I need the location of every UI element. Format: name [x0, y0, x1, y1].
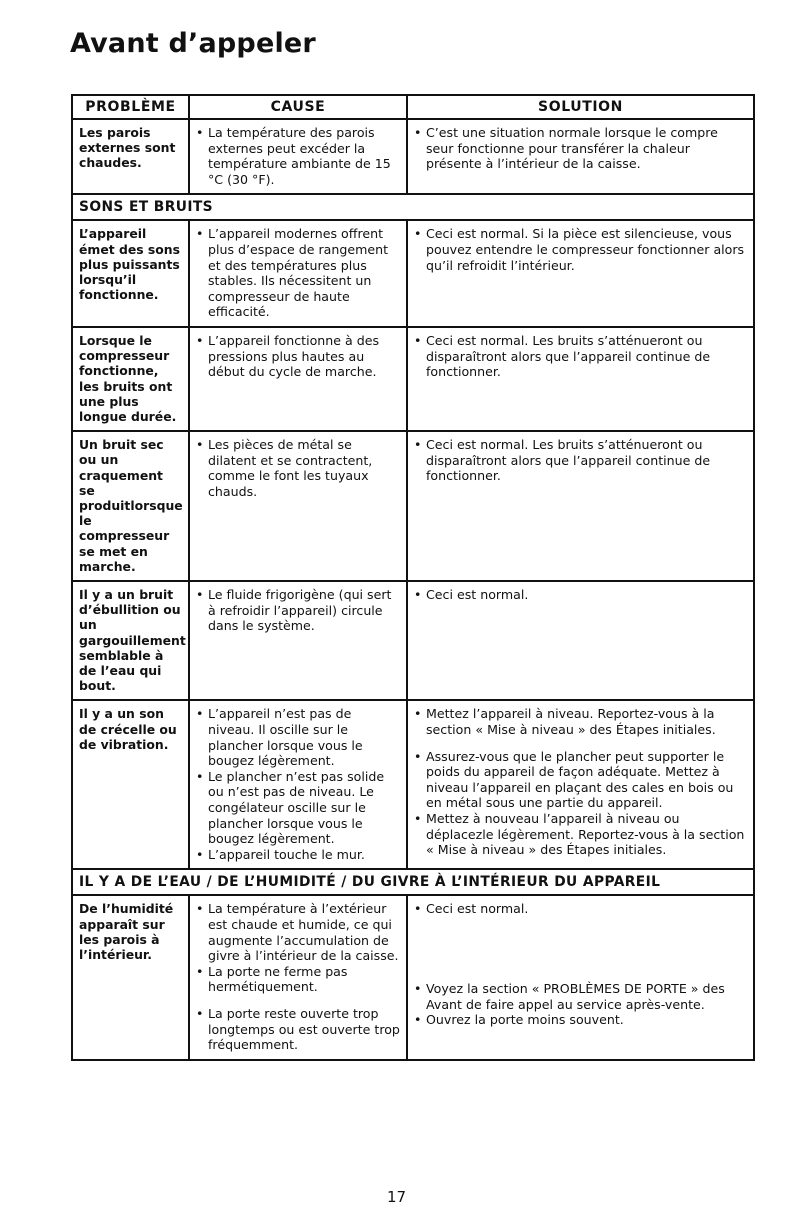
cause-item: • L’appareil n’est pas de niveau. Il oscille sur le plancher lorsque vous le bougez légèrement.: [196, 706, 400, 768]
cause-item: • Le plancher n’est pas solide ou n’est pas de niveau. Le congélateur oscille sur le plancher lorsque vous le bougez légèrement.: [196, 769, 400, 847]
solution-cell: [407, 581, 754, 700]
cause-item: • L’appareil touche le mur.: [196, 847, 400, 863]
cause-item: • La température à l’extérieur est chaude et humide, ce qui augmente l’accumulation de givre à l’intérieur de la caisse.: [196, 901, 400, 963]
section-heading-moisture: IL Y A DE L’EAU / DE L’HUMIDITÉ / DU GIVRE À L’INTÉRIEUR DU APPAREIL: [72, 869, 754, 895]
solution-cell: [407, 700, 754, 869]
table-header-row: [72, 95, 754, 119]
cause-cell: [189, 581, 407, 700]
solution-item: • Voyez la section « PROBLÈMES DE PORTE » des Avant de faire appel au service après-vente.: [414, 981, 747, 1012]
cause-item: • La température des parois externes peut excéder la température ambiante de 15 °C (30 °F).: [196, 125, 400, 187]
solution-item: • Ceci est normal. Les bruits s’atténueront ou disparaîtront alors que l’appareil continue de fonctionner.: [414, 333, 747, 380]
solution-item: • Ouvrez la porte moins souvent.: [414, 1012, 747, 1028]
table-row: [72, 700, 754, 869]
solution-item: • C’est une situation normale lorsque le compre seur fonctionne pour transférer la chaleur présente à l’intérieur de la caisse.: [414, 125, 747, 172]
solution-item: • Ceci est normal.: [414, 901, 747, 917]
page-number: 17: [386, 1188, 407, 1206]
troubleshooting-table: [71, 94, 755, 1061]
table-row: [72, 581, 754, 700]
cause-cell: [189, 700, 407, 869]
cause-cell: [189, 431, 407, 581]
section-row: [72, 869, 754, 895]
solution-item: • Mettez à nouveau l’appareil à niveau ou déplacezle légèrement. Reportez-vous à la section « Mise à niveau » des Étapes initiales.: [414, 811, 747, 858]
table-row: [72, 327, 754, 431]
cause-item: • L’appareil modernes offrent plus d’espace de rangement et des températures plus stables. Ils nécessitent un compresseur de haute efficacité.: [196, 226, 400, 320]
solution-item: • Ceci est normal.: [414, 587, 747, 603]
solution-cell: [407, 327, 754, 431]
cause-item: • Le fluide frigorigène (qui sert à refroidir l’appareil) circule dans le système.: [196, 587, 400, 634]
solution-cell: [407, 119, 754, 194]
problem-cell: L’appareil émet des sons plus puissants lorsqu’il fonctionne.: [72, 220, 189, 327]
solution-cell: [407, 431, 754, 581]
solution-item: • Ceci est normal. Les bruits s’atténueront ou disparaîtront alors que l’appareil continue de fonctionner.: [414, 437, 747, 484]
header-problem: PROBLÈME: [72, 95, 189, 119]
cause-item: • L’appareil fonctionne à des pressions plus hautes au début du cycle de marche.: [196, 333, 400, 380]
cause-item: • Les pièces de métal se dilatent et se contractent, comme le font les tuyaux chauds.: [196, 437, 400, 499]
header-solution: SOLUTION: [407, 95, 754, 119]
problem-cell: Il y a un bruit d’ébullition ou un gargouillement semblable à de l’eau qui bout.: [72, 581, 189, 700]
cause-cell: [189, 119, 407, 194]
problem-cell: Lorsque le compresseur fonctionne, les bruits ont une plus longue durée.: [72, 327, 189, 431]
problem-cell: Un bruit sec ou un craquement se produitlorsque le compresseur se met en marche.: [72, 431, 189, 581]
section-row: [72, 194, 754, 220]
solution-item: • Ceci est normal. Si la pièce est silencieuse, vous pouvez entendre le compresseur fonctionner alors qu’il refroidit l’intérieur.: [414, 226, 747, 273]
cause-cell: [189, 327, 407, 431]
header-cause: CAUSE: [189, 95, 407, 119]
table-row: [72, 895, 754, 1059]
cause-cell: [189, 220, 407, 327]
cause-item: • La porte ne ferme pas hermétiquement.: [196, 964, 400, 995]
table-row: [72, 220, 754, 327]
table-row: [72, 431, 754, 581]
cause-item: • La porte reste ouverte trop longtemps ou est ouverte trop fréquemment.: [196, 1006, 400, 1053]
solution-cell: [407, 220, 754, 327]
page-title: Avant d’appeler: [70, 28, 316, 59]
cause-cell: [189, 895, 407, 1059]
problem-cell: Il y a un son de crécelle ou de vibration.: [72, 700, 189, 869]
solution-item: • Assurez-vous que le plancher peut supporter le poids du appareil de façon adéquate. Mettez à niveau l’appareil en plaçant des cales en bois ou en métal sous une partie du appareil.: [414, 749, 747, 811]
section-heading-sounds: SONS ET BRUITS: [72, 194, 754, 220]
problem-cell: De l’humidité apparaît sur les parois à l’intérieur.: [72, 895, 189, 1059]
table-row: [72, 119, 754, 194]
solution-cell: [407, 895, 754, 1059]
solution-item: • Mettez l’appareil à niveau. Reportez-vous à la section « Mise à niveau » des Étapes initiales.: [414, 706, 747, 737]
problem-cell: Les parois externes sont chaudes.: [72, 119, 189, 194]
